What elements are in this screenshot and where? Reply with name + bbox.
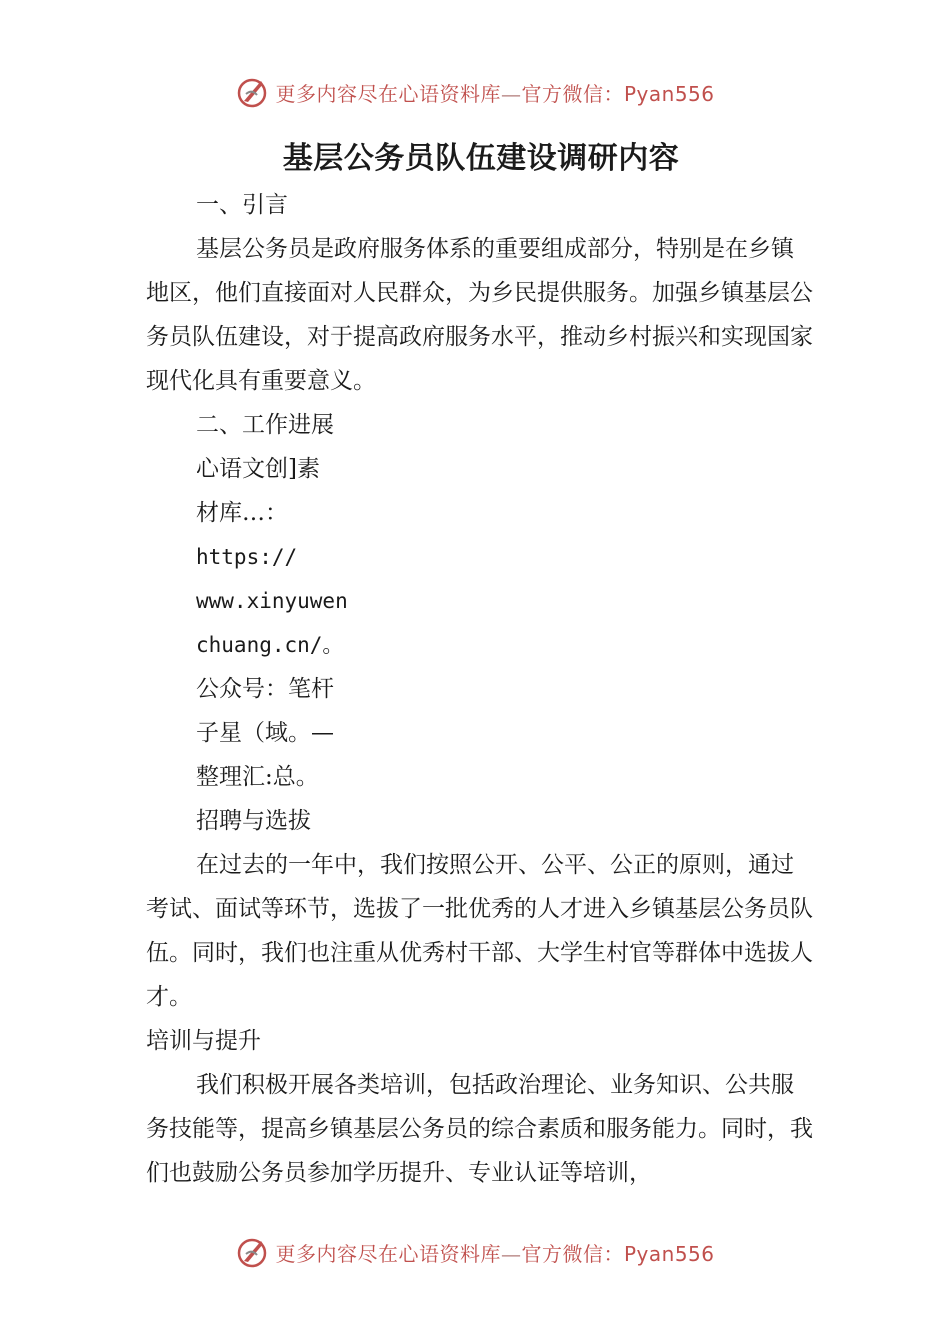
- note-line: 公众号：笔杆: [196, 676, 334, 702]
- document-title: 基层公务员队伍建设调研内容: [282, 141, 680, 176]
- heading-training: 培训与提升: [146, 1028, 261, 1054]
- header-watermark-banner: [0, 72, 950, 112]
- banner-text: 更多内容尽在心语资料库—官方微信：Pyan556: [275, 81, 715, 106]
- paragraph-training: 我们积极开展各类培训，包括政治理论、业务知识、公共服务技能等，提高乡镇基层公务员的综合素质和服务能力。同时，我们也鼓励公务员参加学历提升、专业认证等培训，: [146, 1072, 813, 1186]
- heading-recruitment: 招聘与选拔: [196, 808, 311, 834]
- note-line: 子星（域。—: [196, 720, 334, 746]
- document-body: [146, 135, 816, 1195]
- quill-seal-icon: [235, 1235, 269, 1269]
- note-line: https://: [196, 545, 298, 569]
- note-line: 整理汇:总。: [196, 764, 319, 790]
- heading-introduction: 一、引言: [196, 192, 288, 218]
- quill-seal-icon: [235, 75, 269, 109]
- footer-watermark-banner: [0, 1232, 950, 1272]
- note-line: 心语文创]素: [196, 456, 320, 482]
- paragraph-introduction: 基层公务员是政府服务体系的重要组成部分，特别是在乡镇地区，他们直接面对人民群众，为乡民提供服务。加强乡镇基层公务员队伍建设，对于提高政府服务水平，推动乡村振兴和实现国家现代化具有重要意义。: [146, 236, 813, 394]
- note-line: chuang.cn/。: [196, 633, 344, 657]
- paragraph-recruitment: 在过去的一年中，我们按照公开、公平、公正的原则，通过考试、面试等环节，选拔了一批优秀的人才进入乡镇基层公务员队伍。同时，我们也注重从优秀村干部、大学生村官等群体中选拔人才。: [146, 852, 813, 1010]
- heading-progress: 二、工作进展: [196, 412, 334, 438]
- banner-text: 更多内容尽在心语资料库—官方微信：Pyan556: [275, 1241, 715, 1266]
- note-line: www.xinyuwen: [196, 589, 348, 613]
- note-line: 材库…：: [196, 500, 288, 526]
